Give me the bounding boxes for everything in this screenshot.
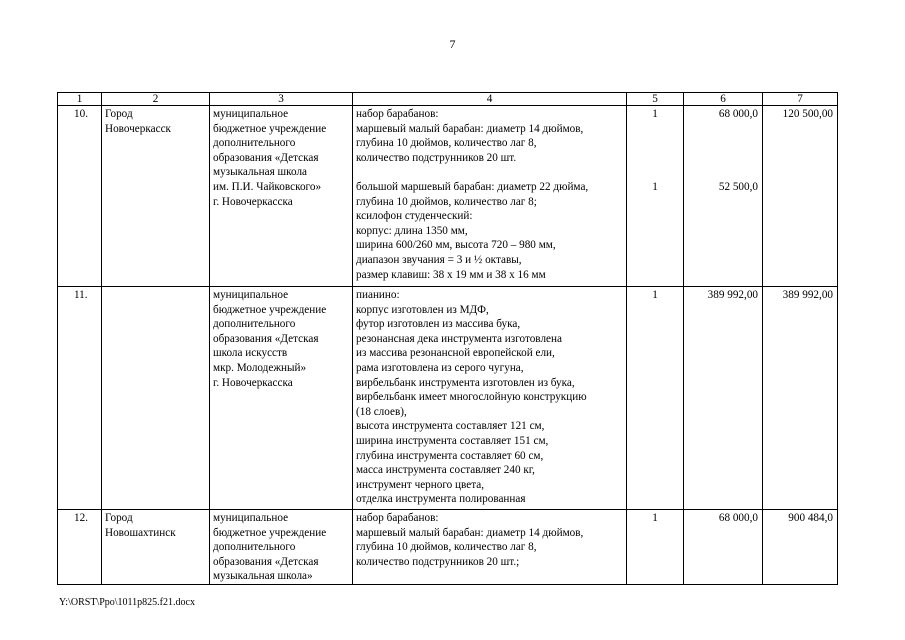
col-header: 2 [102,93,210,106]
description-line: набор барабанов: [356,512,439,524]
description-line: инструмент черного цвета, [356,478,485,491]
page-number: 7 [449,37,456,51]
city-cell [102,106,210,287]
table-row [58,106,838,287]
spacer [356,165,623,180]
institution-line: образования «Детская [213,332,319,345]
institution-line: г. Новочеркасска [213,195,293,208]
institution-line: дополнительного [213,541,296,554]
institution-line: музыкальная школа [213,166,307,179]
institution-line: муниципальное [213,512,289,524]
institution-line: бюджетное учреждение [213,526,327,539]
description-line: глубина 10 дюймов, количество лаг 8, [356,137,537,150]
description-line: набор барабанов: [356,108,439,120]
institution-line: музыкальная школа» [213,570,313,583]
table-row [58,287,838,510]
description-line: ксилофон студенческий: [356,210,473,223]
description-line: вирбельбанк инструмента изготовлен из бука, [356,376,575,389]
description-line: глубина 10 дюймов, количество лаг 8; [356,195,537,208]
file-path-footer: Y:\ORST\Ppo\1011p825.f21.docx [59,597,195,608]
description-line: масса инструмента составляет 240 кг, [356,464,535,477]
row-number: 12. [58,510,102,585]
col-header: 3 [210,93,353,106]
city-cell [102,287,210,510]
institution-line: муниципальное [213,108,289,120]
col-header: 6 [684,93,763,106]
description-line: маршевый малый барабан: диаметр 14 дюймов, [356,526,584,539]
description-line: диапазон звучания = 3 и ½ октавы, [356,253,522,266]
institution-line: образования «Детская [213,555,319,568]
description-line: глубина 10 дюймов, количество лаг 8, [356,541,537,554]
institution-line: образования «Детская [213,151,319,164]
quantity-cell: 1 [627,287,684,510]
description-line: ширина инструмента составляет 151 см, [356,434,549,447]
quantity-cell: 1 [627,510,684,585]
description-line: количество подструнников 20 шт. [356,151,517,164]
description-cell [353,510,627,585]
institution-line: дополнительного [213,137,296,150]
price-cell: 389 992,00 [684,287,763,510]
institution-line: бюджетное учреждение [213,303,327,316]
description-line: вирбельбанк имеет многослойную конструкцию [356,391,587,404]
row-number: 10. [58,106,102,287]
header-row [58,93,838,106]
description-line: высота инструмента составляет 121 см, [356,420,545,433]
institution-line: г. Новочеркасска [213,376,293,389]
institution-line: бюджетное учреждение [213,122,327,135]
description-line: корпус изготовлен из МДФ, [356,303,489,316]
quantity-value: 1 [652,180,658,193]
institution-line: муниципальное [213,289,289,301]
price-cell [684,106,763,287]
col-header: 1 [58,93,102,106]
description-line: (18 слоев), [356,405,407,418]
quantity-cell [627,106,684,287]
description-line: резонансная дека инструмента изготовлена [356,332,562,345]
description-line: размер клавиш: 38 х 19 мм и 38 х 16 мм [356,268,546,281]
institution-line: им. П.И. Чайковского» [213,180,322,193]
description-line: пианино: [356,289,400,301]
description-line: ширина 600/260 мм, высота 720 – 980 мм, [356,239,556,252]
city-cell [102,510,210,585]
institution-line: школа искусств [213,347,288,360]
equipment-table [57,92,838,585]
description-line: отделка инструмента полированная [356,493,526,506]
price-value: 52 500,0 [718,180,758,193]
total-cell: 389 992,00 [763,287,838,510]
table-row [58,510,838,585]
description-line: из массива резонансной европейской ели, [356,347,555,360]
col-header: 4 [353,93,627,106]
description-line: корпус: длина 1350 мм, [356,224,468,237]
col-header: 7 [763,93,838,106]
city-line: Город [105,108,133,120]
quantity-value: 1 [652,108,658,120]
total-cell: 120 500,00 [763,106,838,287]
description-line: глубина инструмента составляет 60 см, [356,449,544,462]
row-number: 11. [58,287,102,510]
city-line: Новошахтинск [105,526,176,539]
description-cell [353,106,627,287]
institution-cell [210,287,353,510]
description-line: футор изготовлен из массива бука, [356,318,521,331]
institution-cell [210,510,353,585]
institution-line: дополнительного [213,318,296,331]
description-line: количество подструнников 20 шт.; [356,555,520,568]
institution-line: мкр. Молодежный» [213,361,307,374]
description-cell [353,287,627,510]
description-line: большой маршевый барабан: диаметр 22 дюйма, [356,180,589,193]
total-cell: 900 484,0 [763,510,838,585]
col-header: 5 [627,93,684,106]
price-value: 68 000,0 [718,108,758,120]
description-line: рама изготовлена из серого чугуна, [356,361,524,374]
city-line: Новочеркасск [105,122,171,135]
city-line: Город [105,512,133,524]
price-cell: 68 000,0 [684,510,763,585]
institution-cell [210,106,353,287]
description-line: маршевый малый барабан: диаметр 14 дюймов, [356,122,584,135]
